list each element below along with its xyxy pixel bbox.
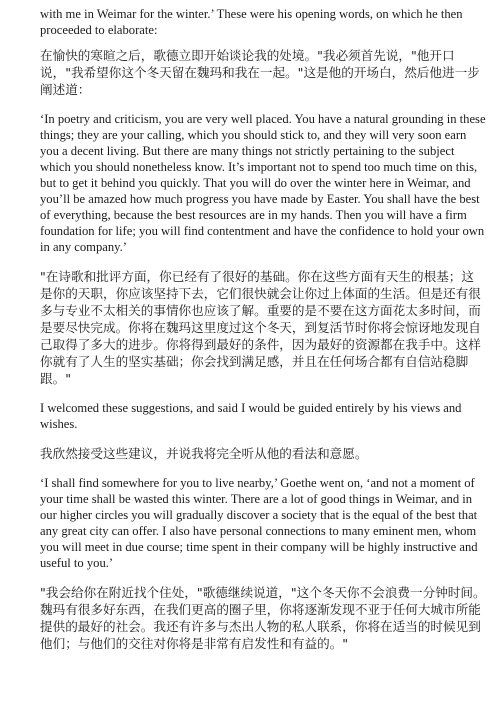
chinese-paragraph-4: "我会给你在附近找个住处，"歌德继续说道，"这个冬天你不会浪费一分钟时间。魏玛有很多好东西，在我们更高的圈子里，你将逐渐发现不亚于任何大城市所能提供的最好的社会。我还有许多与杰出人物的私人联系，你将在适当的时候见到他们；与他们的交往对你将是非常有启发性和有益的。" [40,585,486,651]
chinese-paragraph-1: 在愉快的寒暄之后，歌德立即开始谈论我的处境。"我必须首先说，"他开口说，"我希望你这个冬天留在魏玛和我在一起。"这是他的开场白，然后他进一步阐述道： [40,48,480,97]
english-paragraph-2: ‘In poetry and criticism, you are very well placed. You have a natural grounding in these things; they are your calling, which you should stick to, and they will very soon earn you a decent living. But there are many things not strictly pertaining to the subject which you should nonetheless know. It’s important not to spend too much time on this, but to get it behind you quickly. That you will do over the winter here in Weimar, and you’ll be amazed how much progress you have made by Easter. You shall have the best of everything, because the best resources are in my hands. Then you will have a firm foundation for life; you will find contentment and have the confidence to hold your own in any company.’ [40,112,486,254]
english-paragraph-1: with me in Weimar for the winter.’ These were his opening words, on which he then proceeded to elaborate: [40,7,463,37]
chinese-paragraph-2: "在诗歌和批评方面，你已经有了很好的基础。你在这些方面有天生的根基；这是你的天职，你应该坚持下去，它们很快就会让你过上体面的生活。但是还有很多与专业不太相关的事情你也应该了解。重要的是不要在这方面花太多时间，而是要尽快完成。你将在魏玛这里度过这个冬天，到复活节时你将会惊讶地发现自己取得了多大的进步。你将得到最好的条件，因为最好的资源都在我手中。这样你就有了人生的坚实基础；你会找到满足感，并且在任何场合都有自信站稳脚跟。" [40,269,481,386]
english-paragraph-3: I welcomed these suggestions, and said I would be guided entirely by his views and wishes. [40,401,462,431]
english-paragraph-4: ‘I shall find somewhere for you to live nearby,’ Goethe went on, ‘and not a moment of your time shall be wasted this winter. There are a lot of good things in Weimar, and in our higher circles you will gradually discover a society that is the equal of the best that any great city can offer. I also have personal connections to many eminent men, whom you will meet in due course; time spent in their company will be highly instructive and useful to you.’ [40,476,478,570]
chinese-paragraph-3: 我欣然接受这些建议，并说我将完全听从他的看法和意愿。 [40,446,368,461]
